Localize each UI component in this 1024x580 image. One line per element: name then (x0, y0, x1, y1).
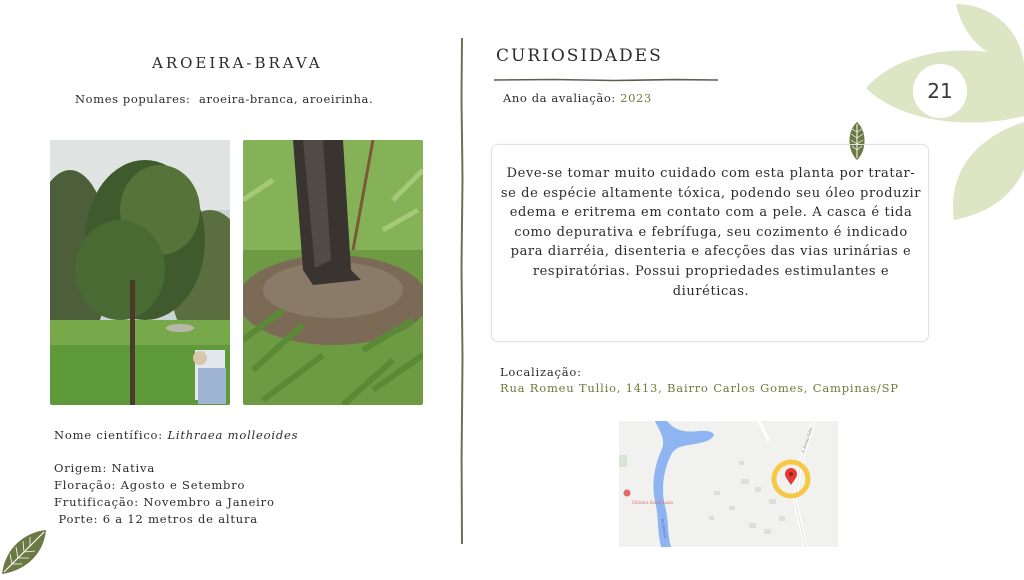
location-address: Rua Romeu Tullio, 1413, Bairro Carlos Gomes, Campinas/SP (500, 381, 899, 395)
location-map[interactable] (619, 421, 838, 547)
year-label: Ano da avaliação: (503, 91, 616, 105)
map-river-label: Rio Atibaia (660, 518, 668, 539)
curiosities-title: CURIOSIDADES (496, 46, 663, 66)
scientific-name: Lithraea molleoides (167, 428, 299, 442)
year-value: 2023 (620, 91, 652, 105)
leaf-bottom-icon (953, 122, 1024, 220)
title-underline (494, 68, 718, 74)
location-label: Localização: (500, 365, 582, 379)
size-text: Porte: 6 a 12 metros de altura (54, 512, 258, 526)
place-marker-icon (624, 490, 631, 497)
popular-names (75, 92, 373, 106)
fruiting-text: Frutificação: Novembro a Janeiro (54, 495, 275, 509)
flowering-text: Floração: Agosto e Setembro (54, 478, 246, 492)
map-street-label: R. Romeu Tullio (801, 427, 813, 454)
tree-photo (50, 140, 230, 405)
curiosity-text: Deve-se tomar muito cuidado com esta planta por tratar-se de espécie altamente tóxica, podendo seu óleo produzir edema e eritrema em contato com a pele. A casca é tida como depurativa e febrífuga, seu cozimento é indicado para diarréia, disenteria e afecções das vias urinárias e respiratórias. Possui propriedades estimulantes e diuréticas. (500, 166, 922, 299)
plant-title: AROEIRA-BRAVA (152, 54, 323, 72)
scientific-name-label: Nome científico: (54, 428, 163, 442)
map-place-label: Chácara Santa Luzia (632, 500, 673, 505)
origin-text: Origem: Nativa (54, 461, 155, 475)
scientific-name-line (54, 427, 298, 444)
leaf-decoration-icon (0, 528, 50, 580)
page-number: 21 (913, 64, 967, 118)
popular-names-label: Nomes populares: (75, 92, 191, 106)
column-divider (459, 38, 465, 544)
popular-names-value: aroeira-branca, aroeirinha. (199, 92, 374, 106)
trunk-photo (243, 140, 423, 405)
evaluation-year (503, 91, 652, 105)
